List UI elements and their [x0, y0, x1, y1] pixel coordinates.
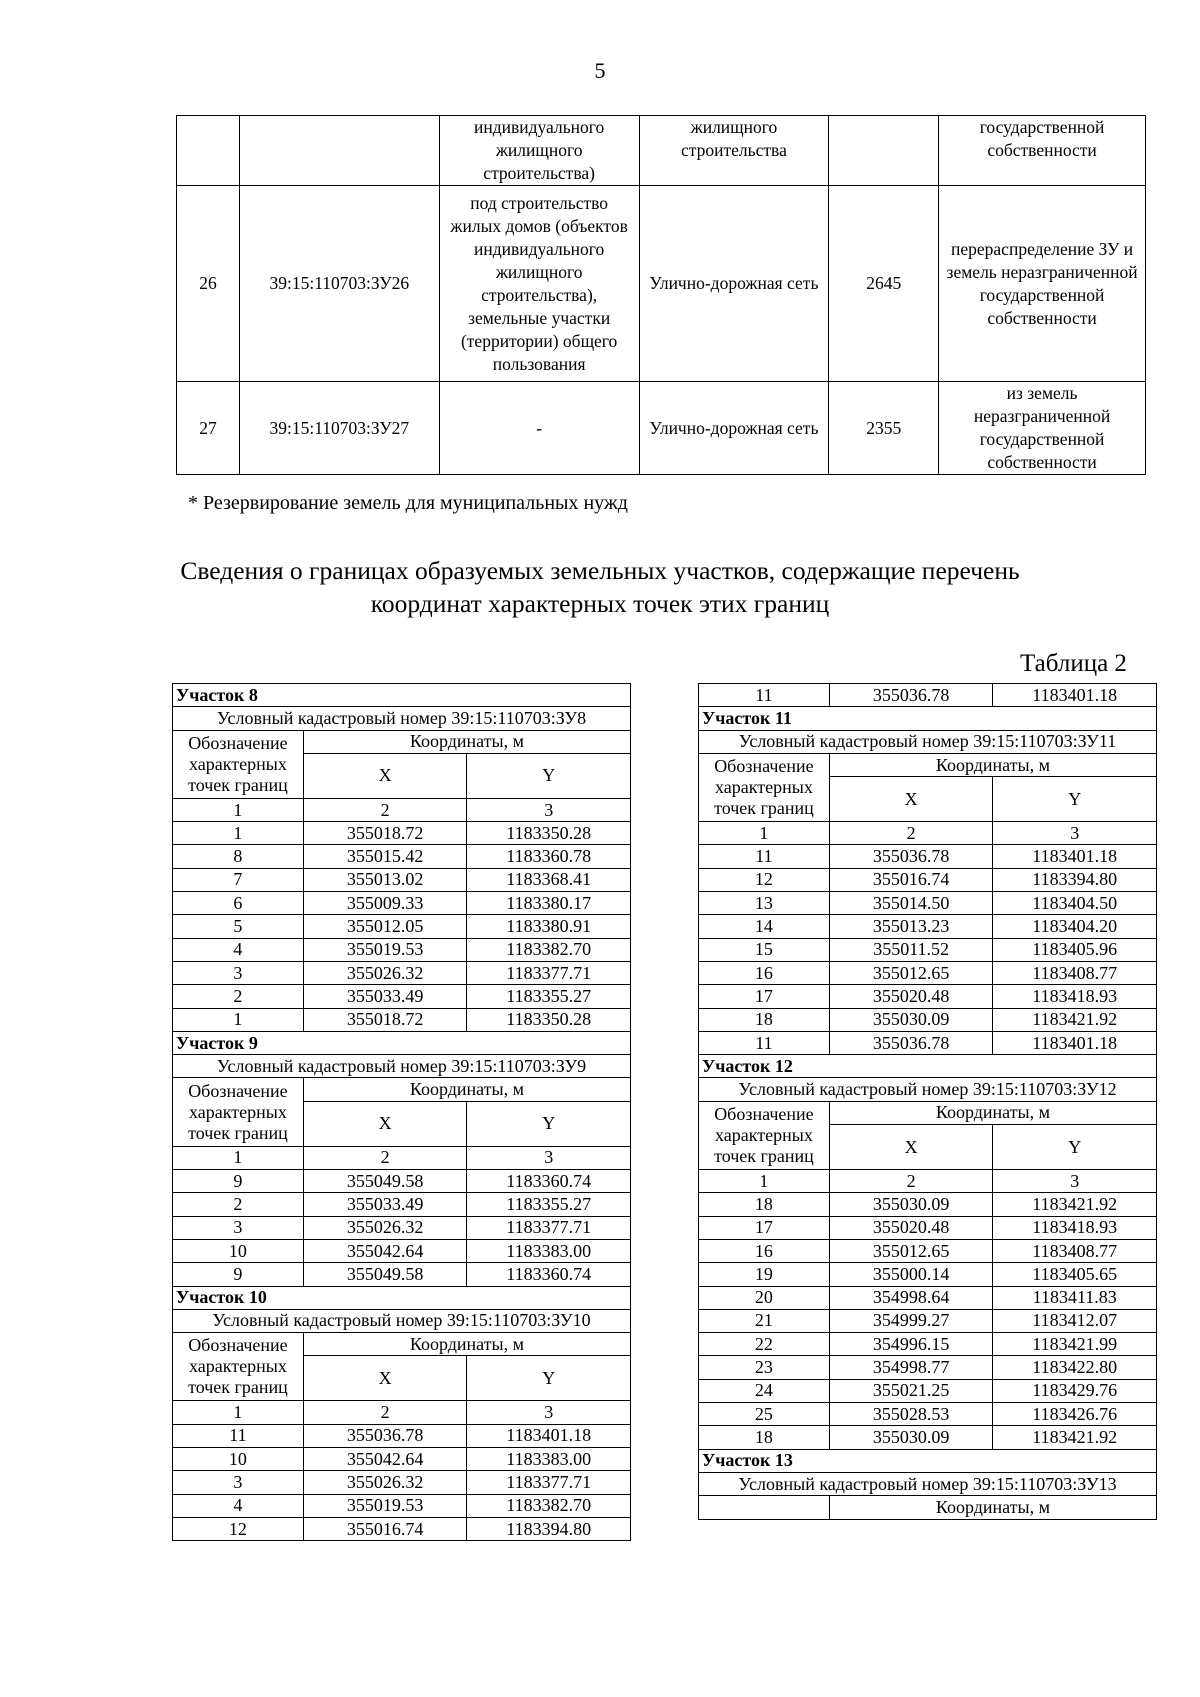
x-value: 355014.50 [829, 892, 993, 915]
x-header: X [303, 1101, 467, 1146]
section-heading-line-1: Сведения о границах образуемых земельных участков, содержащие перечень [180, 556, 1020, 585]
table-row [173, 1448, 631, 1471]
column-number: 1 [699, 1170, 830, 1193]
column-number: 1 [173, 1146, 304, 1169]
column-number: 2 [303, 1401, 467, 1424]
y-value: 1183421.92 [993, 1193, 1157, 1216]
row-number [177, 116, 240, 186]
x-value: 355016.74 [829, 868, 993, 891]
table-row [699, 1239, 1157, 1262]
y-value: 1183377.71 [467, 1471, 631, 1494]
y-value: 1183411.83 [993, 1286, 1157, 1309]
table-row [173, 938, 631, 961]
coordinates-header: Координаты, м [303, 1333, 630, 1356]
point-id: 11 [173, 1424, 304, 1447]
coordinates-header: Координаты, м [829, 1101, 1156, 1124]
area-value: 2355 [829, 382, 939, 475]
cadastral-row [173, 1055, 631, 1078]
x-value: 355036.78 [829, 1031, 993, 1054]
cadastral-number: Условный кадастровый номер 39:15:110703:ЗУ12 [699, 1078, 1157, 1101]
table-row [699, 915, 1157, 938]
column-number-row [173, 1401, 631, 1424]
x-value: 355019.53 [303, 1494, 467, 1517]
point-id: 6 [173, 892, 304, 915]
table-row [699, 1216, 1157, 1239]
column-number: 1 [173, 798, 304, 821]
plot-title: Участок 8 [173, 684, 631, 707]
x-value: 355042.64 [303, 1448, 467, 1471]
permitted-use: под строительство жилых домов (объектов индивидуального жилищного строительства), земельные участки (территории) общего пользования [439, 186, 639, 382]
y-value: 1183418.93 [993, 1216, 1157, 1239]
x-value: 355012.05 [303, 915, 467, 938]
x-value: 355042.64 [303, 1239, 467, 1262]
x-value: 355030.09 [829, 1008, 993, 1031]
point-id: 18 [699, 1193, 830, 1216]
section-heading-line-2: координат характерных точек этих границ [370, 589, 830, 618]
table-row [699, 1031, 1157, 1054]
point-id: 19 [699, 1263, 830, 1286]
y-value: 1183350.28 [467, 822, 631, 845]
y-value: 1183380.17 [467, 892, 631, 915]
header-row [173, 730, 631, 753]
plot-title: Участок 13 [699, 1449, 1157, 1472]
x-value: 354998.77 [829, 1356, 993, 1379]
y-value: 1183355.27 [467, 985, 631, 1008]
point-id: 18 [699, 1008, 830, 1031]
x-value: 355033.49 [303, 985, 467, 1008]
table-row [173, 1239, 631, 1262]
section-heading [150, 554, 1050, 620]
y-value: 1183429.76 [993, 1379, 1157, 1402]
plot-title: Участок 9 [173, 1031, 631, 1054]
table-row [699, 1333, 1157, 1356]
y-value: 1183380.91 [467, 915, 631, 938]
y-value: 1183421.99 [993, 1333, 1157, 1356]
point-id: 1 [173, 822, 304, 845]
page-number: 5 [594, 58, 606, 83]
cadastral-number: Условный кадастровый номер 39:15:110703:ЗУ10 [173, 1309, 631, 1332]
plot-title: Участок 10 [173, 1286, 631, 1309]
y-value: 1183394.80 [993, 868, 1157, 891]
point-id: 5 [173, 915, 304, 938]
y-value: 1183360.74 [467, 1263, 631, 1286]
point-id: 17 [699, 1216, 830, 1239]
point-id: 2 [173, 985, 304, 1008]
header-row [173, 1333, 631, 1356]
x-value: 355036.78 [829, 845, 993, 868]
x-value: 355026.32 [303, 1216, 467, 1239]
point-id: 22 [699, 1333, 830, 1356]
point-id: 9 [173, 1170, 304, 1193]
point-id: 13 [699, 892, 830, 915]
cadastral-number: 39:15:110703:ЗУ26 [239, 186, 439, 382]
plot-title-row [173, 1031, 631, 1054]
x-header: X [303, 1356, 467, 1401]
coordinates-header: Координаты, м [303, 1078, 630, 1101]
y-value: 1183408.77 [993, 1239, 1157, 1262]
cadastral-number: Условный кадастровый номер 39:15:110703:ЗУ13 [699, 1472, 1157, 1495]
x-value: 355030.09 [829, 1193, 993, 1216]
table-row [177, 382, 1146, 475]
coordinates-table-left [172, 683, 631, 1541]
table-row [699, 1356, 1157, 1379]
x-header: X [829, 1125, 993, 1170]
designation-header-partial [699, 1496, 830, 1519]
cadastral-number: Условный кадастровый номер 39:15:110703:ЗУ9 [173, 1055, 631, 1078]
designation-header: Обозначение характерных точек границ [173, 1333, 304, 1401]
point-id: 4 [173, 1494, 304, 1517]
y-value: 1183350.28 [467, 1008, 631, 1031]
row-number: 26 [177, 186, 240, 382]
area-value: 2645 [829, 186, 939, 382]
territorial-zone: Улично-дорожная сеть [639, 186, 829, 382]
y-value: 1183401.18 [467, 1424, 631, 1447]
point-id: 11 [699, 1031, 830, 1054]
plot-title: Участок 12 [699, 1055, 1157, 1078]
point-id: 24 [699, 1379, 830, 1402]
plot-title-row [173, 684, 631, 707]
formation-method: государственной собственности [939, 116, 1146, 186]
plot-title-row [699, 1055, 1157, 1078]
y-header: Y [993, 1125, 1157, 1170]
y-value: 1183360.78 [467, 845, 631, 868]
y-value: 1183401.18 [993, 845, 1157, 868]
cadastral-row [173, 707, 631, 730]
coordinates-header: Координаты, м [829, 1496, 1156, 1519]
designation-header: Обозначение характерных точек границ [699, 1101, 830, 1169]
coordinates-header: Координаты, м [303, 730, 630, 753]
table-row [699, 985, 1157, 1008]
table-row [699, 938, 1157, 961]
table-row [699, 845, 1157, 868]
table-row [699, 961, 1157, 984]
y-value: 1183418.93 [993, 985, 1157, 1008]
point-id: 12 [173, 1517, 304, 1540]
x-value: 355012.65 [829, 961, 993, 984]
plot-title-row [699, 1449, 1157, 1472]
point-id: 1 [173, 1008, 304, 1031]
cadastral-number [239, 116, 439, 186]
header-row [699, 1101, 1157, 1124]
y-value: 1183377.71 [467, 961, 631, 984]
area-value [829, 116, 939, 186]
coordinates-table-right [698, 683, 1157, 1520]
x-value: 355020.48 [829, 1216, 993, 1239]
x-header: X [303, 753, 467, 798]
y-value: 1183377.71 [467, 1216, 631, 1239]
point-id: 2 [173, 1193, 304, 1216]
y-value: 1183408.77 [993, 961, 1157, 984]
column-number: 2 [303, 798, 467, 821]
table-row [173, 892, 631, 915]
y-value: 1183383.00 [467, 1239, 631, 1262]
point-id: 3 [173, 1216, 304, 1239]
point-id: 7 [173, 868, 304, 891]
table-row [173, 1216, 631, 1239]
x-value: 355016.74 [303, 1517, 467, 1540]
y-header: Y [467, 1356, 631, 1401]
x-value: 355015.42 [303, 845, 467, 868]
x-value: 355026.32 [303, 961, 467, 984]
table-row [699, 1309, 1157, 1332]
table-row [173, 915, 631, 938]
y-value: 1183382.70 [467, 938, 631, 961]
y-value: 1183401.18 [993, 1031, 1157, 1054]
table-row [173, 1494, 631, 1517]
y-value: 1183394.80 [467, 1517, 631, 1540]
y-value: 1183404.20 [993, 915, 1157, 938]
point-id: 16 [699, 1239, 830, 1262]
table-row [173, 985, 631, 1008]
point-id: 9 [173, 1263, 304, 1286]
point-id: 14 [699, 915, 830, 938]
x-value: 355019.53 [303, 938, 467, 961]
x-value: 355049.58 [303, 1263, 467, 1286]
table-row [173, 1170, 631, 1193]
header-row [173, 1078, 631, 1101]
x-value: 355013.23 [829, 915, 993, 938]
plot-title-row [699, 707, 1157, 730]
y-value: 1183404.50 [993, 892, 1157, 915]
footnote: * Резервирование земель для муниципальных нужд [188, 492, 628, 514]
column-number: 3 [467, 1146, 631, 1169]
formation-method: перераспределение ЗУ и земель неразграниченной государственной собственности [939, 186, 1146, 382]
table-row [177, 186, 1146, 382]
column-number: 1 [173, 1401, 304, 1424]
y-value: 1183355.27 [467, 1193, 631, 1216]
table-row [699, 892, 1157, 915]
x-value: 355011.52 [829, 938, 993, 961]
column-number: 3 [993, 1170, 1157, 1193]
table-row [699, 1379, 1157, 1402]
formation-method: из земель неразграниченной государственной собственности [939, 382, 1146, 475]
territorial-zone: Улично-дорожная сеть [639, 382, 829, 475]
plot-title-row [173, 1286, 631, 1309]
header-row [699, 753, 1157, 776]
column-number-row [173, 1146, 631, 1169]
point-id: 8 [173, 845, 304, 868]
column-number-row [173, 798, 631, 821]
x-value: 354998.64 [829, 1286, 993, 1309]
cadastral-row [699, 1472, 1157, 1495]
y-value: 1183412.07 [993, 1309, 1157, 1332]
table-row [173, 1193, 631, 1216]
y-value: 1183405.96 [993, 938, 1157, 961]
point-id: 20 [699, 1286, 830, 1309]
territorial-zone: жилищного строительства [639, 116, 829, 186]
y-value: 1183421.92 [993, 1426, 1157, 1449]
y-header: Y [467, 1101, 631, 1146]
x-value: 355018.72 [303, 1008, 467, 1031]
x-value: 355013.02 [303, 868, 467, 891]
table-row [699, 1286, 1157, 1309]
table-row [173, 822, 631, 845]
row-number: 27 [177, 382, 240, 475]
y-header: Y [993, 777, 1157, 822]
column-number: 3 [993, 822, 1157, 845]
x-value: 355030.09 [829, 1426, 993, 1449]
column-number: 3 [467, 798, 631, 821]
table-row [699, 684, 1157, 707]
table-row [173, 1424, 631, 1447]
point-id: 17 [699, 985, 830, 1008]
x-value: 354999.27 [829, 1309, 993, 1332]
cadastral-row [699, 1078, 1157, 1101]
x-header: X [829, 777, 993, 822]
permitted-use: - [439, 382, 639, 475]
y-value: 1183383.00 [467, 1448, 631, 1471]
y-value: 1183401.18 [993, 684, 1157, 707]
column-number-row [699, 1170, 1157, 1193]
table-row [173, 1263, 631, 1286]
table-row [699, 1403, 1157, 1426]
y-value: 1183360.74 [467, 1170, 631, 1193]
designation-header: Обозначение характерных точек границ [173, 1078, 304, 1146]
column-number: 2 [303, 1146, 467, 1169]
point-id: 15 [699, 938, 830, 961]
y-value: 1183422.80 [993, 1356, 1157, 1379]
point-id: 21 [699, 1309, 830, 1332]
table-row [177, 116, 1146, 186]
table-row [173, 1471, 631, 1494]
table-label: Таблица 2 [1020, 650, 1127, 677]
x-value: 355012.65 [829, 1239, 993, 1262]
table-row [699, 1008, 1157, 1031]
plot-title: Участок 11 [699, 707, 1157, 730]
permitted-use: индивидуального жилищного строительства) [439, 116, 639, 186]
table-row [173, 1008, 631, 1031]
x-value: 355020.48 [829, 985, 993, 1008]
point-id: 3 [173, 961, 304, 984]
x-value: 354996.15 [829, 1333, 993, 1356]
land-plots-table-continued [176, 115, 1146, 475]
column-number: 2 [829, 1170, 993, 1193]
point-id: 10 [173, 1239, 304, 1262]
x-value: 355009.33 [303, 892, 467, 915]
coordinates-header: Координаты, м [829, 753, 1156, 776]
column-number: 2 [829, 822, 993, 845]
point-id: 11 [699, 845, 830, 868]
table-row [699, 1426, 1157, 1449]
designation-header: Обозначение характерных точек границ [699, 753, 830, 821]
y-value: 1183426.76 [993, 1403, 1157, 1426]
point-id: 12 [699, 868, 830, 891]
x-value: 355049.58 [303, 1170, 467, 1193]
point-id: 3 [173, 1471, 304, 1494]
table-row [699, 868, 1157, 891]
cadastral-number: 39:15:110703:ЗУ27 [239, 382, 439, 475]
point-id: 23 [699, 1356, 830, 1379]
column-number-row [699, 822, 1157, 845]
cadastral-row [173, 1309, 631, 1332]
cadastral-row [699, 730, 1157, 753]
x-value: 355028.53 [829, 1403, 993, 1426]
y-value: 1183421.92 [993, 1008, 1157, 1031]
y-header: Y [467, 753, 631, 798]
point-id: 10 [173, 1448, 304, 1471]
point-id: 16 [699, 961, 830, 984]
point-id: 18 [699, 1426, 830, 1449]
column-number: 3 [467, 1401, 631, 1424]
cadastral-number: Условный кадастровый номер 39:15:110703:ЗУ11 [699, 730, 1157, 753]
y-value: 1183405.65 [993, 1263, 1157, 1286]
point-id: 11 [699, 684, 830, 707]
table-row [173, 961, 631, 984]
x-value: 355018.72 [303, 822, 467, 845]
x-value: 355021.25 [829, 1379, 993, 1402]
y-value: 1183368.41 [467, 868, 631, 891]
table-row [699, 1193, 1157, 1216]
table-row [173, 868, 631, 891]
cadastral-number: Условный кадастровый номер 39:15:110703:ЗУ8 [173, 707, 631, 730]
table-row [173, 845, 631, 868]
x-value: 355036.78 [829, 684, 993, 707]
x-value: 355000.14 [829, 1263, 993, 1286]
x-value: 355033.49 [303, 1193, 467, 1216]
column-number: 1 [699, 822, 830, 845]
designation-header: Обозначение характерных точек границ [173, 730, 304, 798]
point-id: 4 [173, 938, 304, 961]
table-row [699, 1263, 1157, 1286]
point-id: 25 [699, 1403, 830, 1426]
y-value: 1183382.70 [467, 1494, 631, 1517]
header-row [699, 1496, 1157, 1519]
x-value: 355026.32 [303, 1471, 467, 1494]
table-row [173, 1517, 631, 1540]
x-value: 355036.78 [303, 1424, 467, 1447]
